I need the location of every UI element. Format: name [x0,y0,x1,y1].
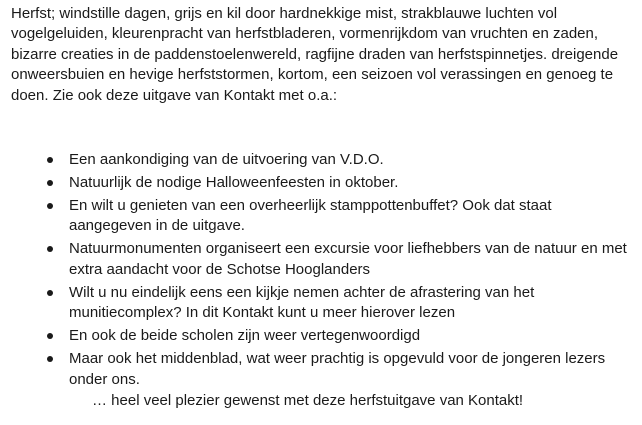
list-item-text: Wilt u nu eindelijk eens een kijkje nemen achter de afrastering van het munitiecomplex? In dit Kontakt kunt u meer hierover lezen [69,283,535,322]
list-item [0,349,629,390]
list-item-text: Natuurmonumenten organiseert een excursie voor liefhebbers van de natuur en met extra aandacht voor de Schotse Hooglanders [69,240,627,278]
list-item-text: Maar ook het middenblad, wat weer prachtig is opgevuld voor de jongeren lezers onder ons. [69,350,606,388]
intro-paragraph: Herfst; windstille dagen, grijs en kil door hardnekkige mist, strakblauwe luchten vol vogelgeluiden, kleurenpracht van herfstbladeren, vormenrijkdom van vruchten en zaden, bizarre creaties in de paddenstoelenwereld, ragfijne draden van herfstspinnetjes. dreigende onweersbuien en hevige herfststormen, kortom, een seizoen vol verassingen en genoeg te doen. Zie ook deze uitgave van Kontakt met o.a.: [11,5,619,104]
list-item [0,239,629,280]
list-item [0,173,629,193]
list-item-text: En ook de beide scholen zijn weer vertegenwoordigd [69,327,421,345]
list-item [0,150,629,170]
bullet-icon [47,246,53,252]
bullet-icon [47,290,53,296]
bullet-icon [47,157,53,163]
list-item-text: Natuurlijk de nodige Halloweenfeesten in oktober. [69,174,399,191]
list-item-text: Een aankondiging van de uitvoering van V.D.O. [69,151,384,168]
bullet-icon [47,203,53,209]
list-item [0,196,629,237]
list-item [0,326,629,346]
bullet-list [0,150,642,393]
list-item-text: En wilt u genieten van een overheerlijk stamppottenbuffet? Ook dat staat aangegeven in de uitgave. [69,197,552,235]
list-item [0,283,629,324]
closing-line: … heel veel plezier gewenst met deze herfstuitgave van Kontakt! [92,392,524,409]
bullet-icon [47,180,53,186]
bullet-icon [47,356,53,362]
bullet-icon [47,333,53,339]
